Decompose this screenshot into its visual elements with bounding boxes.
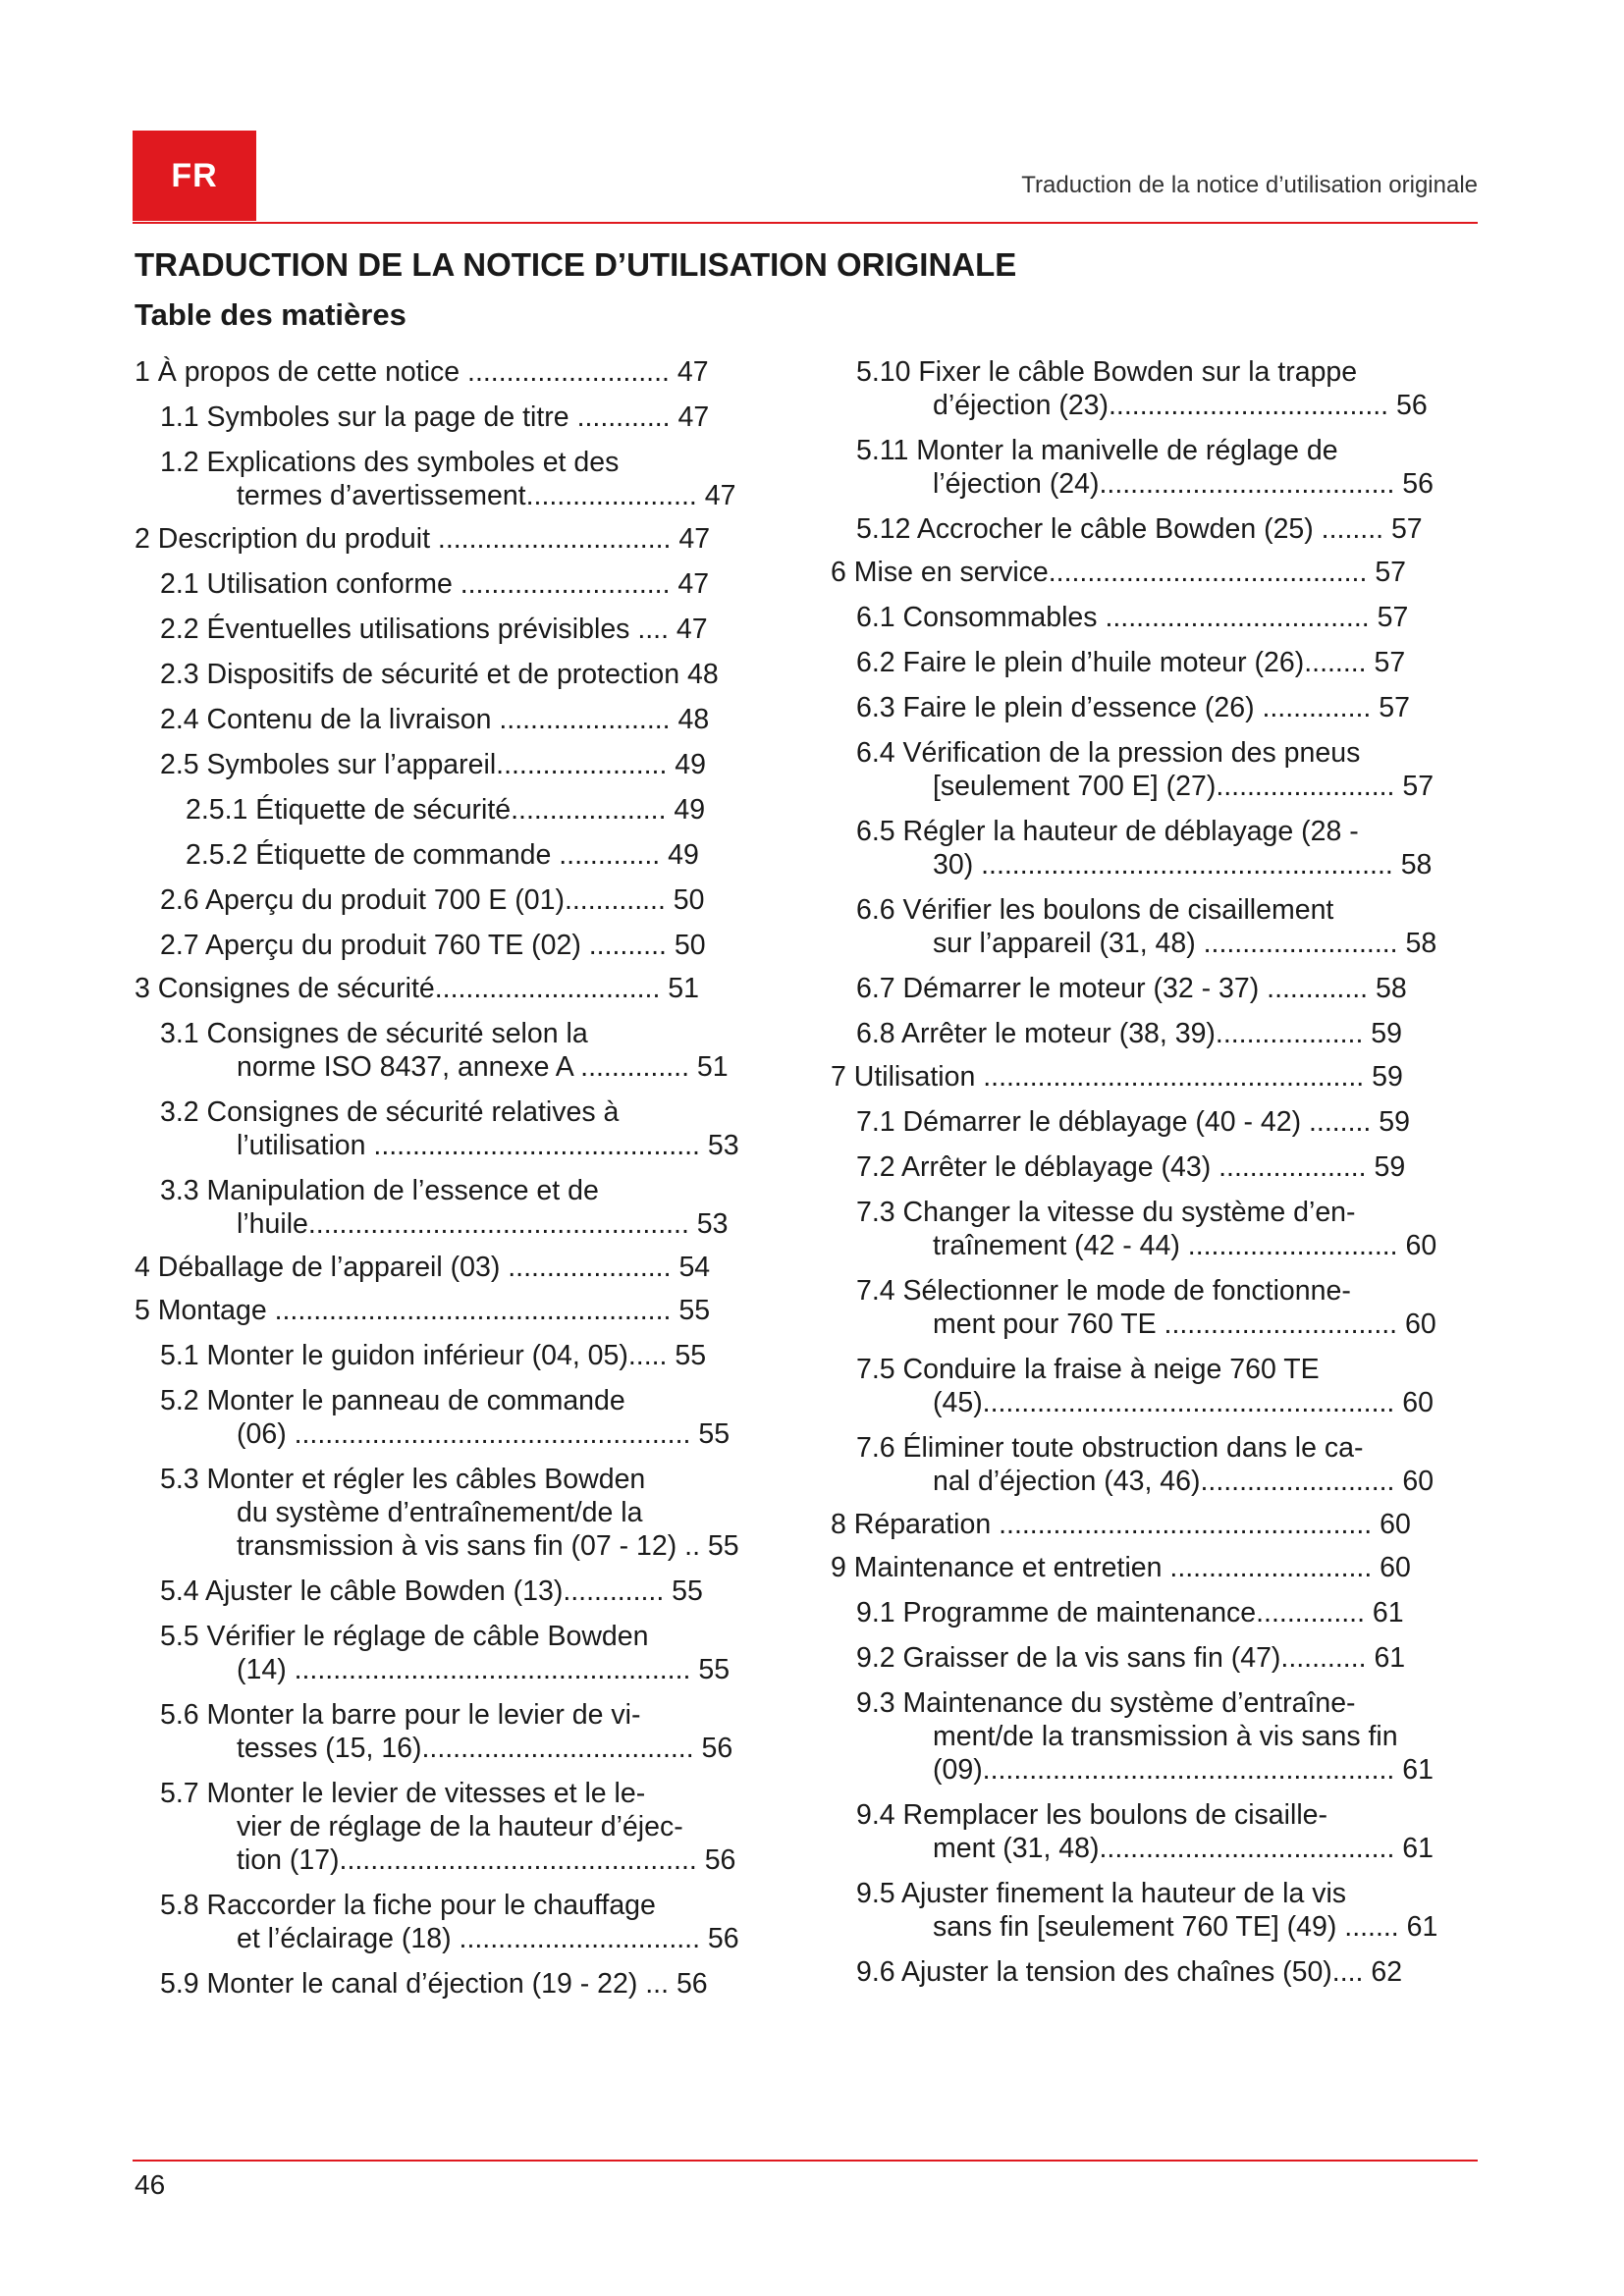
toc-entry-text: 5 Montage ................................................... 55 <box>135 1295 711 1326</box>
toc-entry[interactable] <box>135 1777 763 1877</box>
document-title: TRADUCTION DE LA NOTICE D’UTILISATION ORIGINALE <box>135 246 1017 283</box>
toc-entry[interactable] <box>831 1150 1459 1184</box>
toc-entry[interactable] <box>831 556 1459 589</box>
toc-entry-text: 1 À propos de cette notice .......................... 47 <box>135 356 709 388</box>
toc-entry-text: 5.1 Monter le guidon inférieur (04, 05)..... 55 <box>160 1340 707 1371</box>
toc-entry-text: 1.2 Explications des symboles et des <box>160 447 620 478</box>
toc-entry[interactable] <box>831 1955 1459 1989</box>
toc-entry[interactable] <box>135 1463 763 1563</box>
toc-entry-text: 5.12 Accrocher le câble Bowden (25) ........ 57 <box>856 513 1423 545</box>
toc-entry[interactable] <box>831 434 1459 501</box>
toc-entry[interactable] <box>135 1575 763 1608</box>
toc-entry-continuation: termes d’avertissement...................... 47 <box>237 480 736 511</box>
toc-entry-text: 5.7 Monter le levier de vitesses et le le- <box>160 1778 646 1809</box>
toc-entry-continuation: l’huile................................................. 53 <box>237 1208 729 1240</box>
toc-entry[interactable] <box>135 1017 763 1084</box>
toc-entry[interactable] <box>135 748 763 781</box>
toc-entry[interactable] <box>135 972 763 1005</box>
language-badge: FR <box>133 131 256 221</box>
toc-entry-continuation: sans fin [seulement 760 TE] (49) ....... 61 <box>933 1911 1438 1943</box>
toc-entry-continuation: tesses (15, 16)................................... 56 <box>237 1733 733 1764</box>
toc-entry-text: 2.5.2 Étiquette de commande ............. 49 <box>186 839 699 871</box>
toc-entry-continuation: [seulement 700 E] (27)....................... 57 <box>933 771 1435 802</box>
toc-entry-continuation: nal d’éjection (43, 46)......................... 60 <box>933 1466 1435 1497</box>
toc-entry[interactable] <box>135 1251 763 1284</box>
toc-entry-continuation: sur l’appareil (31, 48) ......................... 58 <box>933 928 1437 959</box>
toc-entry-text: 2.3 Dispositifs de sécurité et de protection 48 <box>160 659 719 690</box>
toc-entry[interactable] <box>135 883 763 917</box>
toc-entry-text: 5.8 Raccorder la fiche pour le chauffage <box>160 1890 656 1921</box>
toc-entry-continuation: vier de réglage de la hauteur d’éjec- <box>237 1811 683 1842</box>
toc-entry[interactable] <box>831 1105 1459 1139</box>
toc-entry[interactable] <box>831 1353 1459 1419</box>
toc-entry[interactable] <box>831 736 1459 803</box>
toc-entry-text: 3.2 Consignes de sécurité relatives à <box>160 1096 620 1128</box>
toc-entry[interactable] <box>135 1967 763 2001</box>
toc-entry-text: 2.7 Aperçu du produit 760 TE (02) .......... 50 <box>160 930 706 961</box>
toc-entry-text: 9.3 Maintenance du système d’entraîne- <box>856 1687 1356 1719</box>
toc-entry[interactable] <box>831 691 1459 724</box>
toc-entry-text: 5.2 Monter le panneau de commande <box>160 1385 625 1416</box>
toc-entry[interactable] <box>135 613 763 646</box>
toc-entry[interactable] <box>831 893 1459 960</box>
toc-entry-text: 9.5 Ajuster finement la hauteur de la vis <box>856 1878 1347 1909</box>
toc-entry[interactable] <box>831 1060 1459 1094</box>
toc-entry-text: 7.1 Démarrer le déblayage (40 - 42) ........ 59 <box>856 1106 1410 1138</box>
toc-entry[interactable] <box>831 1686 1459 1787</box>
toc-entry-text: 7.3 Changer la vitesse du système d’en- <box>856 1197 1356 1228</box>
toc-entry-text: 9 Maintenance et entretien .......................... 60 <box>831 1552 1411 1583</box>
toc-entry[interactable] <box>831 1798 1459 1865</box>
toc-entry-text: 5.5 Vérifier le réglage de câble Bowden <box>160 1621 649 1652</box>
toc-entry-text: 5.11 Monter la manivelle de réglage de <box>856 435 1338 466</box>
toc-entry[interactable] <box>831 355 1459 422</box>
toc-entry-text: 6 Mise en service......................................... 57 <box>831 557 1407 588</box>
toc-entry-continuation: ment (31, 48)...................................... 61 <box>933 1833 1435 1864</box>
toc-entry[interactable] <box>831 1641 1459 1675</box>
toc-entry[interactable] <box>135 355 763 389</box>
toc-entry[interactable] <box>831 1274 1459 1341</box>
toc-entry[interactable] <box>135 793 763 827</box>
toc-entry[interactable] <box>135 838 763 872</box>
toc-entry[interactable] <box>135 929 763 962</box>
toc-entry[interactable] <box>135 1339 763 1372</box>
footer-divider <box>133 2160 1478 2162</box>
toc-entry-text: 5.10 Fixer le câble Bowden sur la trappe <box>856 356 1358 388</box>
toc-entry-text: 6.7 Démarrer le moteur (32 - 37) ............. 58 <box>856 973 1407 1004</box>
toc-entry-text: 3 Consignes de sécurité............................. 51 <box>135 973 700 1004</box>
toc-entry-continuation: (45)..................................................... 60 <box>933 1387 1434 1418</box>
toc-entry[interactable] <box>831 1431 1459 1498</box>
toc-entry[interactable] <box>135 1620 763 1686</box>
toc-entry[interactable] <box>135 1294 763 1327</box>
toc-entry-text: 2.4 Contenu de la livraison ...................... 48 <box>160 704 710 735</box>
toc-entry[interactable] <box>831 1017 1459 1050</box>
toc-entry[interactable] <box>135 1095 763 1162</box>
toc-entry-text: 8 Réparation ................................................ 60 <box>831 1509 1411 1540</box>
toc-entry[interactable] <box>831 1196 1459 1262</box>
toc-entry-continuation: l’utilisation .......................................... 53 <box>237 1130 739 1161</box>
toc-entry[interactable] <box>135 446 763 512</box>
toc-entry[interactable] <box>135 658 763 691</box>
toc-entry-text: 2.5 Symboles sur l’appareil...................... 49 <box>160 749 706 780</box>
toc-entry[interactable] <box>831 1508 1459 1541</box>
toc-entry-continuation: traînement (42 - 44) ........................... 60 <box>933 1230 1437 1261</box>
toc-entry-text: 7.6 Éliminer toute obstruction dans le ca- <box>856 1432 1364 1464</box>
toc-entry-text: 6.4 Vérification de la pression des pneus <box>856 737 1361 769</box>
toc-entry[interactable] <box>135 703 763 736</box>
toc-entry-text: 6.8 Arrêter le moteur (38, 39)................... 59 <box>856 1018 1402 1049</box>
toc-entry-text: 6.6 Vérifier les boulons de cisaillement <box>856 894 1334 926</box>
toc-entry-text: 5.6 Monter la barre pour le levier de vi- <box>160 1699 641 1731</box>
toc-entry-continuation: (14) ................................................... 55 <box>237 1654 731 1685</box>
toc-entry-text: 7.2 Arrêter le déblayage (43) ................... 59 <box>856 1151 1406 1183</box>
toc-entry-continuation: d’éjection (23).................................... 56 <box>933 390 1428 421</box>
toc-entry-continuation: transmission à vis sans fin (07 - 12) .. 55 <box>237 1530 739 1562</box>
toc-entry-text: 9.1 Programme de maintenance.............. 61 <box>856 1597 1404 1629</box>
running-header-title: Traduction de la notice d’utilisation originale <box>1021 172 1478 198</box>
toc-entry[interactable] <box>135 400 763 434</box>
toc-entry-text: 5.4 Ajuster le câble Bowden (13)............. 55 <box>160 1575 703 1607</box>
toc-entry-text: 6.5 Régler la hauteur de déblayage (28 - <box>856 816 1359 847</box>
toc-entry-text: 6.1 Consommables .................................. 57 <box>856 602 1409 633</box>
toc-entry-text: 6.3 Faire le plein d’essence (26) .............. 57 <box>856 692 1410 723</box>
toc-entry-continuation: norme ISO 8437, annexe A .............. 51 <box>237 1051 729 1083</box>
toc-entry[interactable] <box>831 815 1459 881</box>
toc-entry[interactable] <box>135 1698 763 1765</box>
toc-heading: Table des matières <box>135 297 406 332</box>
toc-entry[interactable] <box>831 1877 1459 1944</box>
toc-entry-continuation: et l’éclairage (18) ............................... 56 <box>237 1923 739 1954</box>
toc-entry[interactable] <box>135 567 763 601</box>
toc-entry[interactable] <box>135 522 763 556</box>
toc-entry-text: 7 Utilisation ................................................. 59 <box>831 1061 1403 1093</box>
toc-entry[interactable] <box>831 1551 1459 1584</box>
toc-entry-text: 7.5 Conduire la fraise à neige 760 TE <box>856 1354 1320 1385</box>
toc-right-column <box>831 355 1459 1989</box>
header-divider <box>133 222 1478 224</box>
toc-entry-text: 1.1 Symboles sur la page de titre ............ 47 <box>160 401 710 433</box>
page-number: 46 <box>135 2169 166 2200</box>
toc-entry-continuation: tion (17).............................................. 56 <box>237 1844 736 1876</box>
toc-entry[interactable] <box>135 1889 763 1955</box>
toc-entry-text: 9.2 Graisser de la vis sans fin (47)........... 61 <box>856 1642 1406 1674</box>
toc-entry-text: 2.1 Utilisation conforme ........................... 47 <box>160 568 710 600</box>
toc-entry[interactable] <box>831 512 1459 546</box>
toc-entry-text: 9.4 Remplacer les boulons de cisaille- <box>856 1799 1327 1831</box>
toc-entry[interactable] <box>831 601 1459 634</box>
toc-entry-text: 4 Déballage de l’appareil (03) ..................... 54 <box>135 1252 711 1283</box>
toc-entry-continuation: du système d’entraînement/de la <box>237 1497 643 1528</box>
toc-entry-text: 2.2 Éventuelles utilisations prévisibles .... 47 <box>160 614 708 645</box>
toc-entry[interactable] <box>831 1596 1459 1629</box>
toc-left-column <box>135 355 763 2001</box>
toc-entry-text: 2 Description du produit .............................. 47 <box>135 523 711 555</box>
toc-entry-continuation: l’éjection (24)...................................... 56 <box>933 468 1435 500</box>
toc-entry[interactable] <box>831 972 1459 1005</box>
toc-entry-text: 2.6 Aperçu du produit 700 E (01)............. 50 <box>160 884 705 916</box>
toc-entry-text: 7.4 Sélectionner le mode de fonctionne- <box>856 1275 1351 1307</box>
toc-entry-continuation: ment/de la transmission à vis sans fin <box>933 1721 1398 1752</box>
toc-entry[interactable] <box>135 1174 763 1241</box>
toc-entry-continuation: (09)..................................................... 61 <box>933 1754 1434 1786</box>
toc-entry[interactable] <box>135 1384 763 1451</box>
toc-entry-text: 3.1 Consignes de sécurité selon la <box>160 1018 588 1049</box>
toc-entry[interactable] <box>831 646 1459 679</box>
toc-entry-text: 9.6 Ajuster la tension des chaînes (50).... 62 <box>856 1956 1403 1988</box>
toc-entry-text: 5.9 Monter le canal d’éjection (19 - 22) ... 56 <box>160 1968 708 2000</box>
toc-entry-text: 3.3 Manipulation de l’essence et de <box>160 1175 599 1206</box>
toc-entry-continuation: (06) ................................................... 55 <box>237 1418 731 1450</box>
toc-entry-continuation: 30) ..................................................... 58 <box>933 849 1433 881</box>
toc-entry-text: 2.5.1 Étiquette de sécurité.................... 49 <box>186 794 706 826</box>
toc-entry-text: 5.3 Monter et régler les câbles Bowden <box>160 1464 646 1495</box>
toc-entry-continuation: ment pour 760 TE .............................. 60 <box>933 1308 1436 1340</box>
toc-entry-text: 6.2 Faire le plein d’huile moteur (26)........ 57 <box>856 647 1406 678</box>
